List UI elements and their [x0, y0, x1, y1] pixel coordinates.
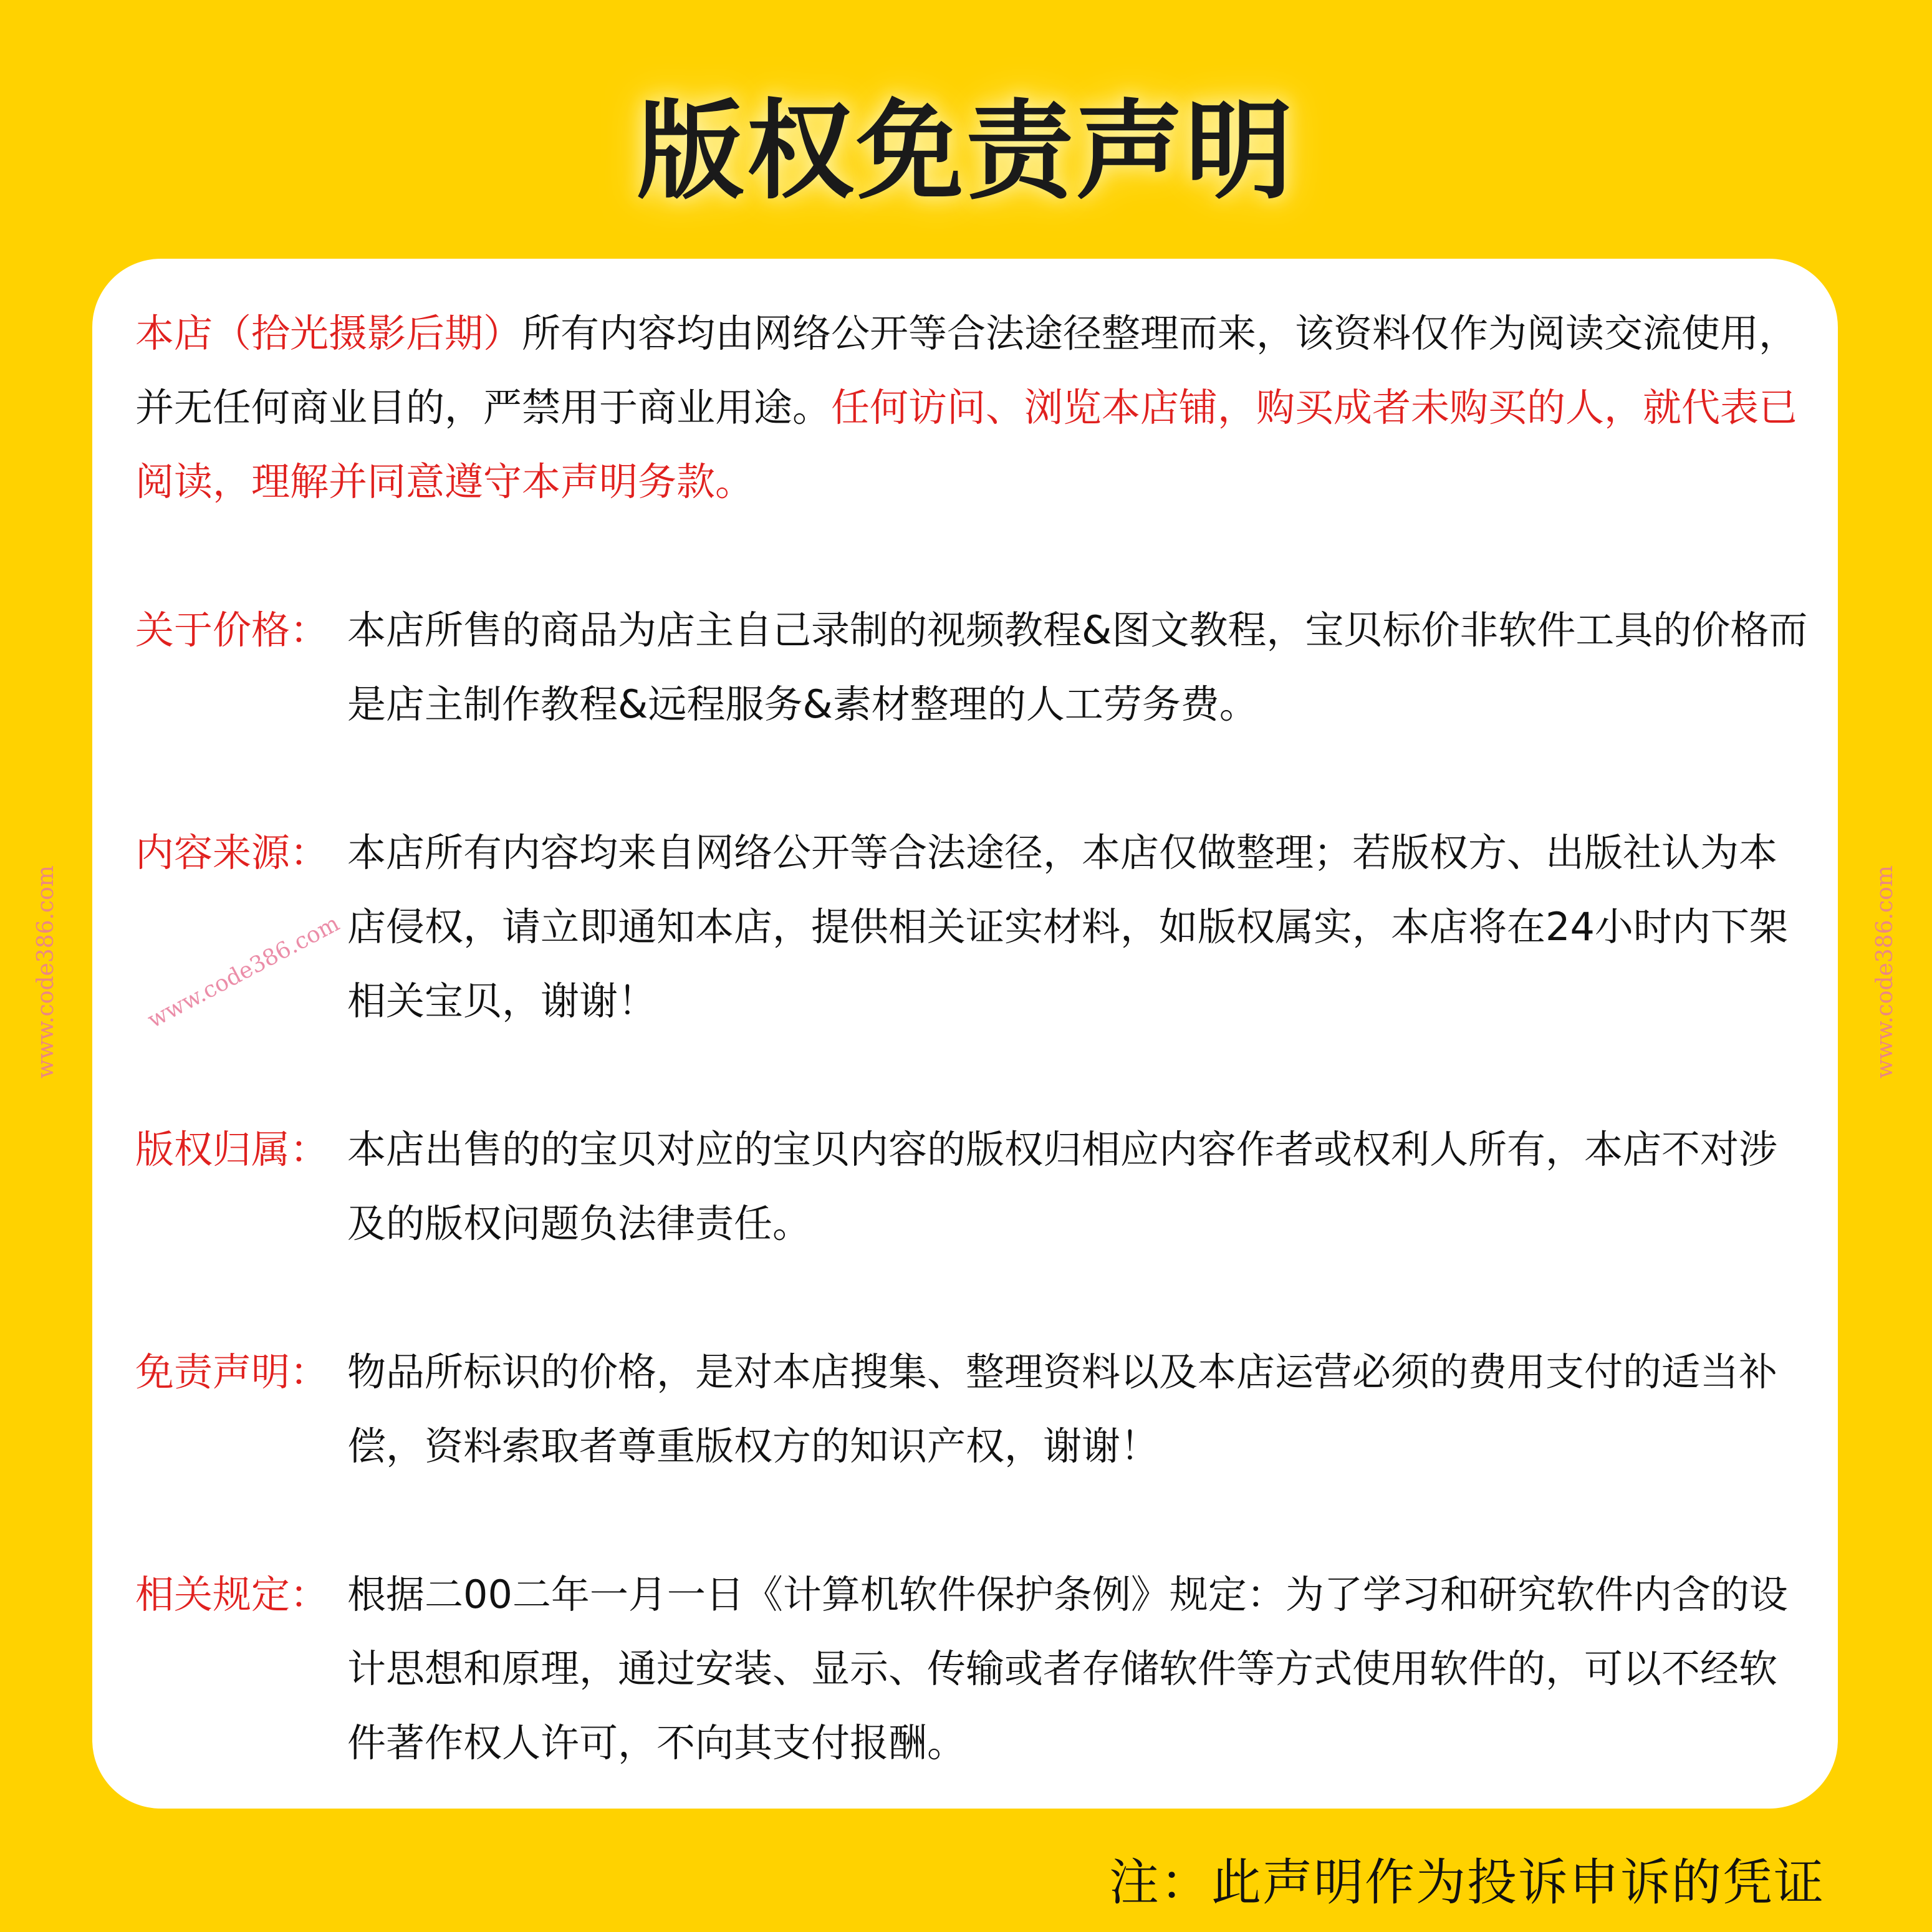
section-label: 免责声明：: [135, 1349, 329, 1395]
watermark: www.code386.com: [143, 910, 344, 1034]
intro-paragraph: [135, 296, 1806, 519]
page-title: 版权免责声明: [637, 89, 1295, 214]
intro-warning: 任何访问、浏览本店铺，购买成者未购买的人，就代表已阅读，理解并同意遵守本声明务款。: [135, 385, 1798, 504]
section-disclaimer: [135, 1335, 1906, 1483]
section-label: 相关规定：: [135, 1572, 329, 1617]
section-label: 内容来源：: [135, 830, 329, 875]
section-text: 本店所售的商品为店主自己录制的视频教程&图文教程，宝贝标价非软件工具的价格而是店主制作教程&远程服务&素材整理的人工劳务费。: [347, 607, 1808, 727]
watermark: www.code386.com: [33, 865, 59, 1079]
section-label: 版权归属：: [135, 1127, 329, 1172]
section-pricing: [135, 593, 1906, 741]
section-source: [135, 815, 1906, 1038]
footer-note: 注：此声明作为投诉申诉的凭证: [1109, 1853, 1825, 1911]
section-text: 本店所有内容均来自网络公开等合法途径，本店仅做整理；若版权方、出版社认为本店侵权，请立即通知本店，提供相关证实材料，如版权属实，本店将在24小时内下架相关宝贝，谢谢！: [347, 830, 1788, 1024]
watermark: www.code386.com: [1872, 865, 1898, 1079]
shop-name: 本店（拾光摄影后期）: [135, 310, 522, 356]
section-copyright: [135, 1112, 1906, 1261]
section-label: 关于价格：: [135, 607, 329, 653]
disclaimer-body: [135, 296, 1906, 1854]
intro-text: 所有内容均由网络公开等合法途径整理而来，该资料仅作为阅读交流使用，并无任何商业目的，严禁用于商业用途。: [135, 310, 1798, 430]
section-text: 本店出售的的宝贝对应的宝贝内容的版权归相应内容作者或权利人所有，本店不对涉及的版权问题负法律责任。: [347, 1127, 1778, 1246]
disclaimer-card: [92, 259, 1838, 1809]
section-text: 根据二00二年一月一日《计算机软件保护条例》规定：为了学习和研究软件内含的设计思想和原理，通过安装、显示、传输或者存储软件等方式使用软件的，可以不经软件著作权人许可，不向其支付报酬。: [347, 1572, 1788, 1766]
section-text: 物品所标识的价格，是对本店搜集、整理资料以及本店运营必须的费用支付的适当补偿，资料索取者尊重版权方的知识产权，谢谢！: [347, 1349, 1778, 1469]
section-regulations: [135, 1557, 1906, 1780]
